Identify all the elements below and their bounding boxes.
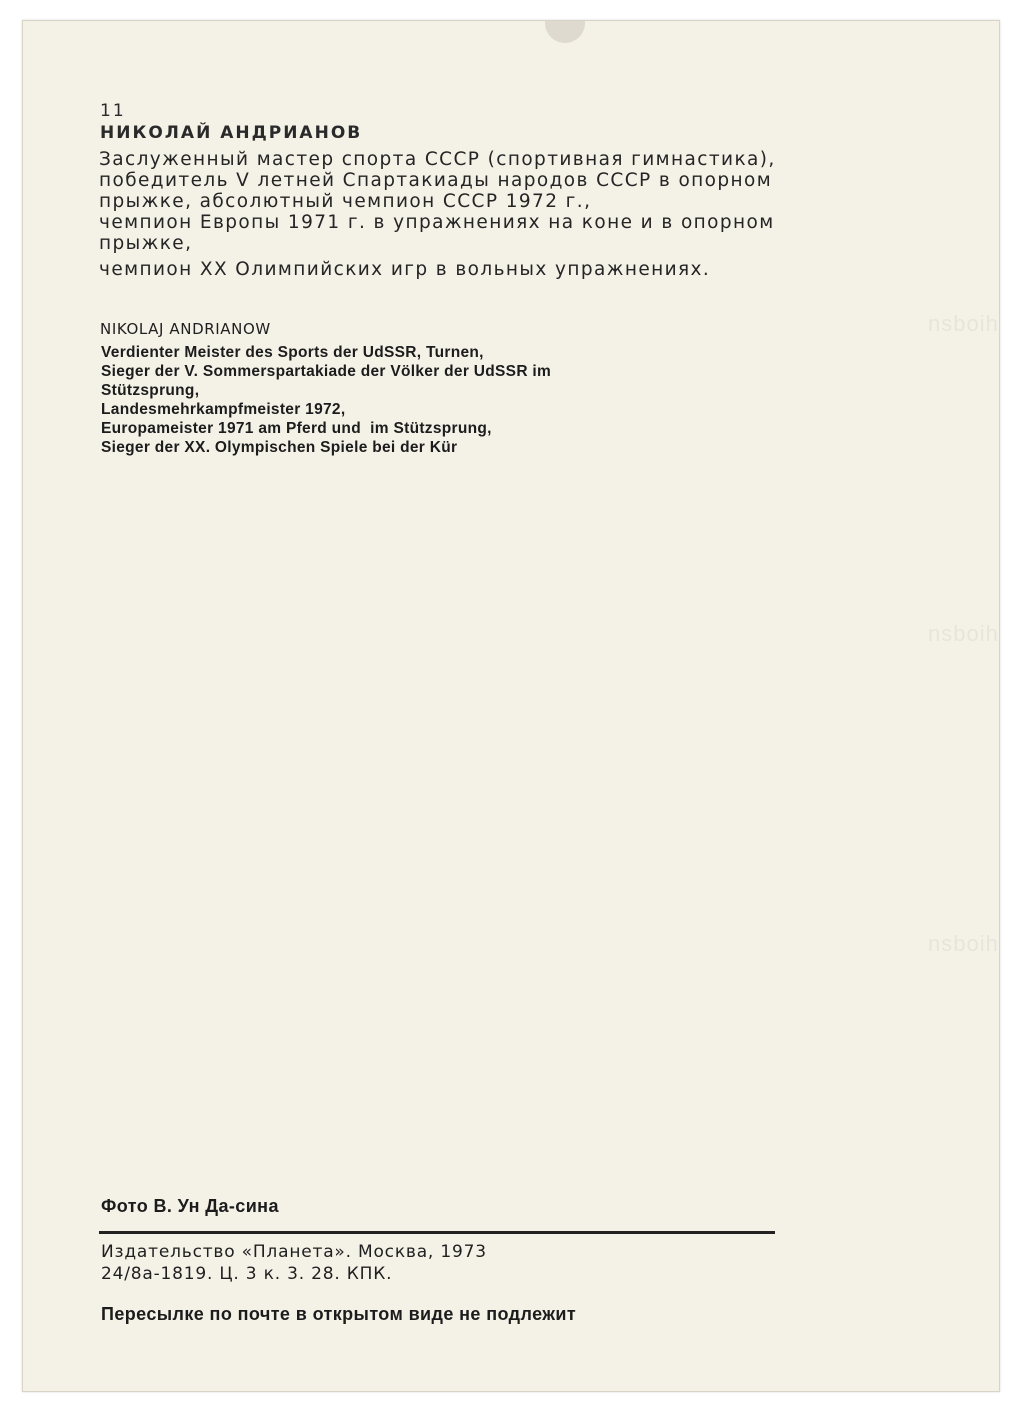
divider-rule bbox=[99, 1231, 775, 1234]
russian-name-heading: НИКОЛАЙ АНДРИАНОВ bbox=[100, 123, 363, 143]
german-line: Landesmehrkampfmeister 1972, bbox=[101, 401, 346, 418]
russian-line: Заслуженный мастер спорта СССР (спортивная гимнастика), bbox=[99, 149, 776, 170]
card-number: 11 bbox=[100, 101, 126, 121]
photo-credit: Фото В. Ун Да-сина bbox=[101, 1196, 279, 1216]
watermark: nsboih bbox=[928, 621, 999, 646]
russian-line: победитель V летней Спартакиады народов СССР в опорном bbox=[99, 170, 773, 191]
publisher-line: Издательство «Планета». Москва, 1973 bbox=[101, 1242, 487, 1262]
watermark: nsboih bbox=[928, 311, 999, 336]
postal-notice: Пересылке по почте в открытом виде не подлежит bbox=[101, 1304, 577, 1324]
russian-line: чемпион Европы 1971 г. в упражнениях на коне и в опорном bbox=[99, 212, 775, 233]
german-line: Europameister 1971 am Pferd und im Stützsprung, bbox=[101, 420, 492, 437]
russian-line: прыжке, bbox=[99, 233, 193, 254]
clip-mark bbox=[545, 21, 585, 43]
german-line: Stützsprung, bbox=[101, 382, 200, 399]
russian-line: прыжке, абсолютный чемпион СССР 1972 г., bbox=[99, 191, 592, 212]
russian-line: чемпион XX Олимпийских игр в вольных упражнениях. bbox=[99, 259, 711, 280]
postcard-back bbox=[22, 20, 1000, 1392]
watermark: nsboih bbox=[928, 931, 999, 956]
publisher-code-line: 24/8а-1819. Ц. 3 к. 3. 28. КПК. bbox=[101, 1264, 393, 1284]
german-line: Sieger der XX. Olympischen Spiele bei der Kür bbox=[101, 439, 458, 456]
german-name-heading: NIKOLAJ ANDRIANOW bbox=[100, 320, 271, 338]
german-line: Sieger der V. Sommerspartakiade der Völker der UdSSR im bbox=[101, 363, 552, 380]
german-line: Verdienter Meister des Sports der UdSSR, Turnen, bbox=[101, 344, 484, 361]
